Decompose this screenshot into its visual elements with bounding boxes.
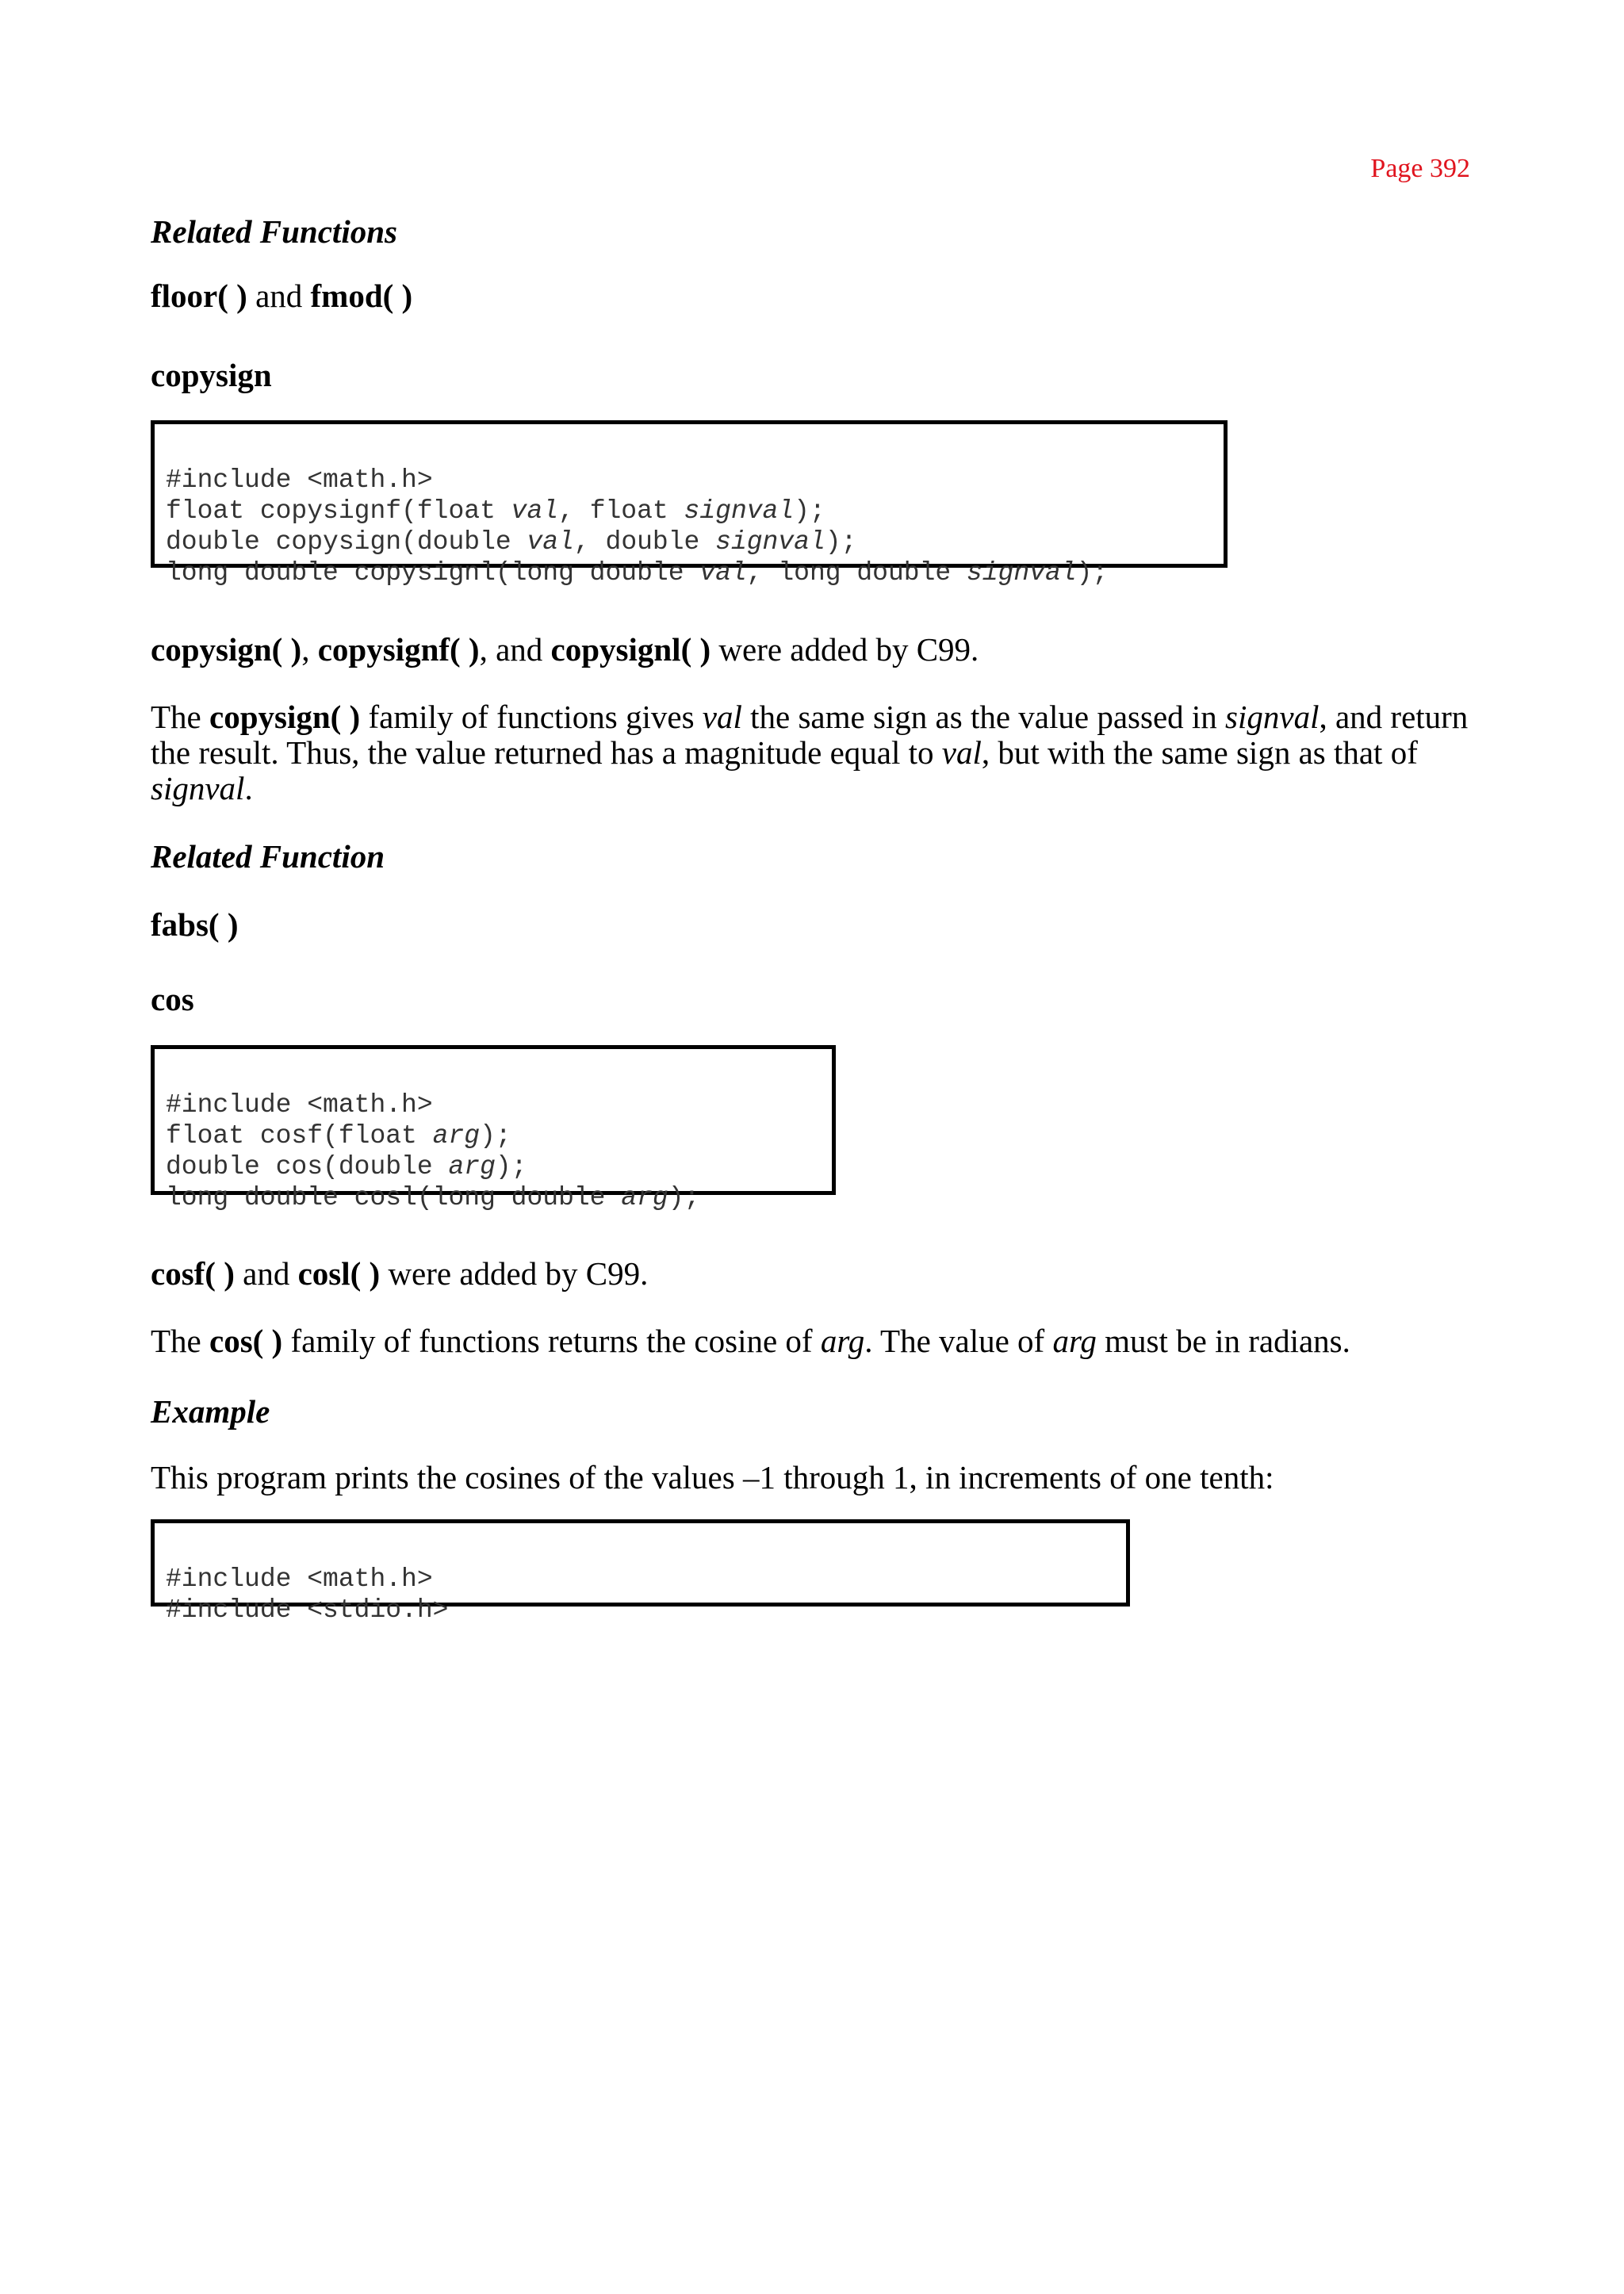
code-line: float copysignf(float val, float signval); xyxy=(166,496,825,526)
code-line: long double copysignl(long double val, long double signval); xyxy=(166,558,1109,588)
example-description: This program prints the cosines of the values –1 through 1, in increments of one tenth: xyxy=(151,1459,1274,1496)
func-ref-fabs: fabs( ) xyxy=(151,906,239,943)
code-line: #include <stdio.h> xyxy=(166,1595,449,1625)
code-line: float cosf(float arg); xyxy=(166,1121,511,1151)
code-line: #include <math.h> xyxy=(166,465,433,495)
cos-added-note: cosf( ) and cosl( ) were added by C99. xyxy=(151,1255,649,1292)
example-heading: Example xyxy=(151,1393,270,1430)
cos-title: cos xyxy=(151,981,194,1017)
copysign-added-note: copysign( ), copysignf( ), and copysignl( ) were added by C99. xyxy=(151,631,979,668)
example-code-block xyxy=(151,1519,1130,1625)
copysign-description: The copysign( ) family of functions gives val the same sign as the value passed in signval, and return the result. Thus, the value returned has a magnitude equal to val, but with the same sign as that of signval. xyxy=(151,699,1469,806)
related-function-heading: Related Function xyxy=(151,838,385,875)
copysign-code-block xyxy=(151,420,1228,588)
code-line: double cos(double arg); xyxy=(166,1152,527,1181)
copysign-title: copysign xyxy=(151,357,272,393)
code-line: #include <math.h> xyxy=(166,1090,433,1120)
related-functions-list: floor( ) and fmod( ) xyxy=(151,278,413,314)
code-line: double copysign(double val, double signval); xyxy=(166,527,857,557)
page-number: Page 392 xyxy=(1370,154,1470,183)
func-ref-floor: floor( ) xyxy=(151,278,247,314)
code-line: long double cosl(long double arg); xyxy=(166,1183,700,1212)
related-functions-heading: Related Functions xyxy=(151,213,397,250)
cos-code-block xyxy=(151,1045,836,1212)
code-line: #include <math.h> xyxy=(166,1564,433,1594)
func-ref-fmod: fmod( ) xyxy=(310,278,413,314)
cos-description: The cos( ) family of functions returns the cosine of arg. The value of arg must be in radians. xyxy=(151,1323,1350,1359)
